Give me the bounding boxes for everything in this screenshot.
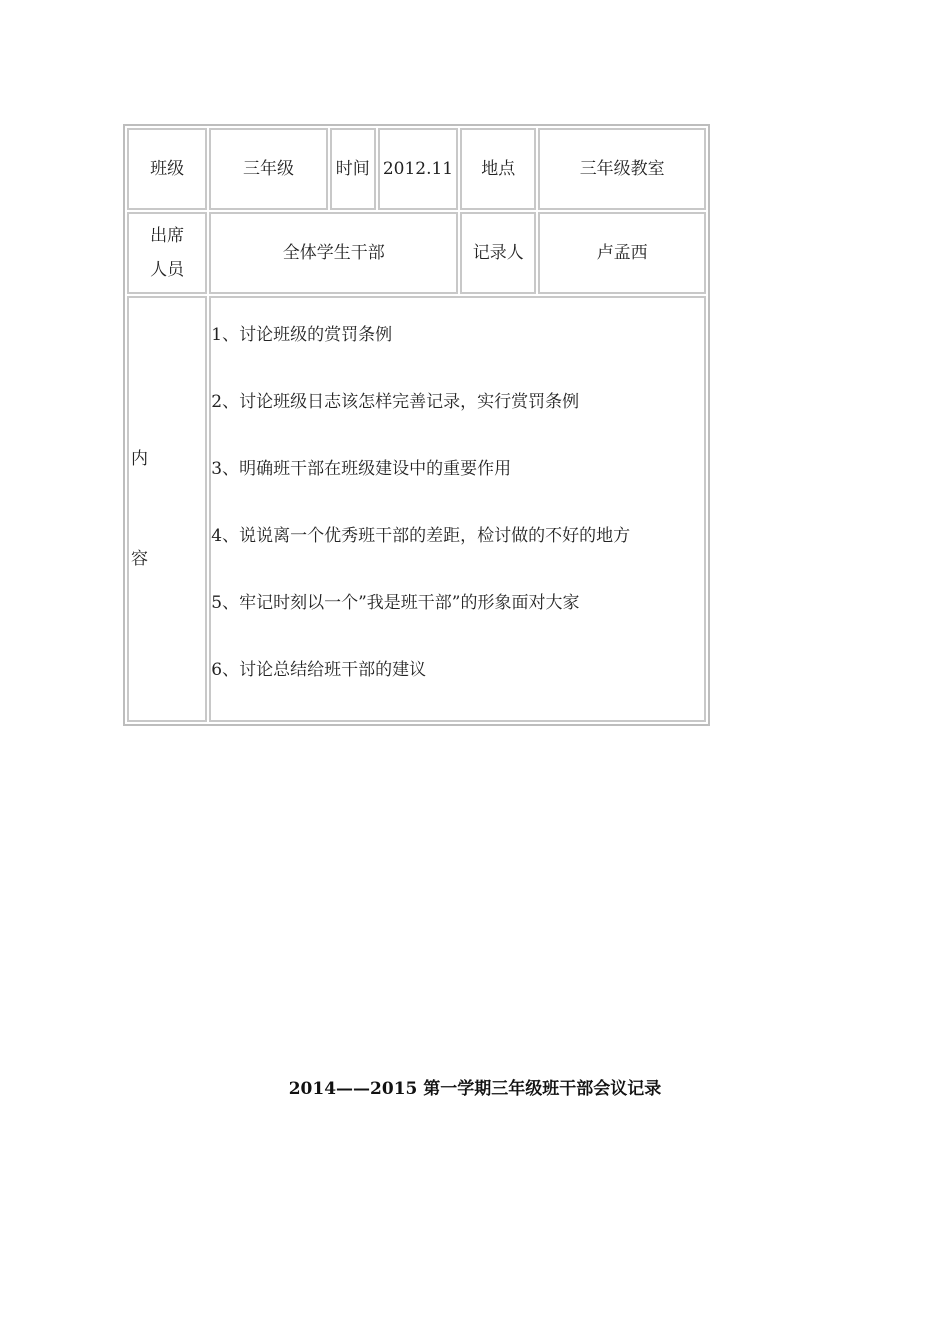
attendees-value: 全体学生干部 <box>209 212 458 294</box>
meeting-record-table <box>123 124 710 726</box>
list-item: 1、讨论班级的赏罚条例 <box>211 325 393 345</box>
class-value: 三年级 <box>209 128 327 210</box>
list-item: 4、说说离一个优秀班干部的差距，检讨做的不好的地方 <box>211 526 631 546</box>
table-row <box>127 128 706 210</box>
list-item: 5、牢记时刻以一个”我是班干部”的形象面对大家 <box>211 593 580 613</box>
place-label: 地点 <box>460 128 536 210</box>
attendees-label-line1: 出席 <box>150 226 185 246</box>
place-value: 三年级教室 <box>538 128 706 210</box>
attendees-label-line2: 人员 <box>150 260 185 280</box>
content-label-line2: 容 <box>131 549 148 569</box>
content-list <box>211 318 704 720</box>
content-label-line1: 内 <box>131 449 148 469</box>
table-row <box>127 212 706 294</box>
attendees-label <box>127 212 207 294</box>
content-cell <box>209 296 706 722</box>
list-item: 6、讨论总结给班干部的建议 <box>211 660 427 680</box>
class-label: 班级 <box>127 128 207 210</box>
table-row <box>127 296 706 722</box>
time-label: 时间 <box>330 128 376 210</box>
content-label <box>127 296 207 722</box>
recorder-label: 记录人 <box>460 212 536 294</box>
list-item: 2、讨论班级日志该怎样完善记录，实行赏罚条例 <box>211 392 580 412</box>
recorder-value: 卢孟西 <box>538 212 706 294</box>
page-title: 2014——2015 第一学期三年级班干部会议记录 <box>288 1079 662 1099</box>
time-value: 2012.11 <box>378 128 458 210</box>
list-item: 3、明确班干部在班级建设中的重要作用 <box>211 459 512 479</box>
